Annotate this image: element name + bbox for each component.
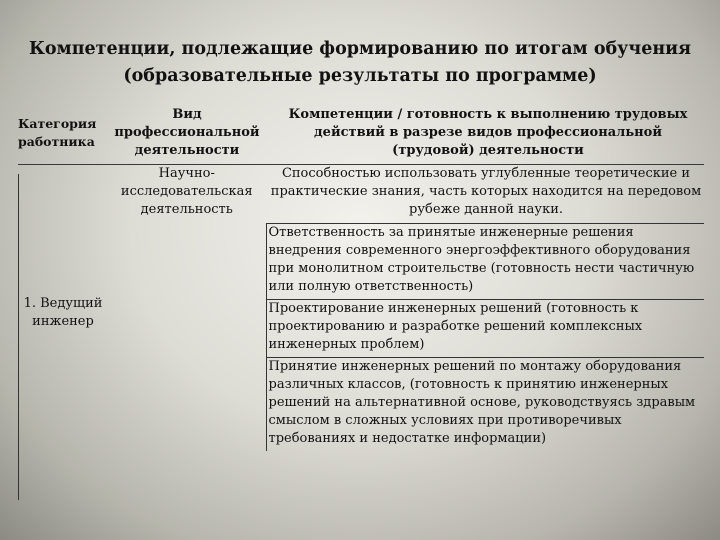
- activity-cell: [108, 165, 266, 452]
- title-line-1: Компетенции, подлежащие формированию по итогам обучения: [28, 39, 692, 59]
- competence-item: Проектирование инженерных решений (готовность к проектированию и разработке решений комплексных инженерных проблем): [266, 299, 704, 357]
- title-line-2: (образовательные результаты по программе): [123, 66, 597, 86]
- category-cell: [18, 165, 108, 452]
- slide-title: [0, 36, 720, 90]
- competence-table: [18, 104, 704, 451]
- activity-value: Научно-исследовательская деятельность: [120, 166, 253, 217]
- header-activity: Вид профессиональной деятельности: [114, 107, 260, 158]
- header-category: Категория работника: [18, 116, 97, 149]
- category-value: 1. Ведущий инженер: [23, 296, 103, 329]
- header-competence: Компетенции / готовность к выполнению трудовых действий в разрезе видов профессиональной (трудовой) деятельности: [288, 107, 688, 158]
- competence-item: Ответственность за принятые инженерные решения внедрения современного энергоэффективного оборудования при монолитном строительстве (готовность нести частичную или полную ответственность): [266, 223, 704, 299]
- table-header-row: [18, 104, 704, 165]
- competence-item: Способностью использовать углубленные теоретические и практические знания, часть которых находится на передовом рубеже данной науки.: [266, 165, 704, 224]
- table-row: [18, 165, 704, 224]
- competence-item: Принятие инженерных решений по монтажу оборудования различных классов, (готовность к принятию инженерных решений на альтернативной основе, руководствуясь здравым смыслом в сложных условиях при противоречивых требованиях и недостатке информации): [266, 357, 704, 451]
